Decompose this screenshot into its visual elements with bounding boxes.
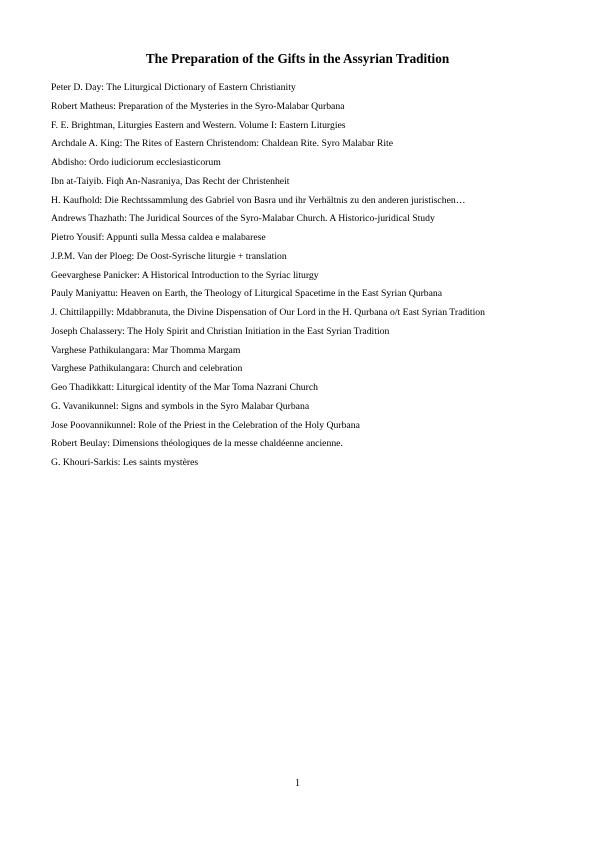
- reference-item: J. Chittilappilly: Mdabbranuta, the Divine Dispensation of Our Lord in the H. Qurbana o/t East Syrian Tradition: [51, 307, 485, 318]
- reference-item: G. Vavanikunnel: Signs and symbols in the Syro Malabar Qurbana: [51, 400, 310, 412]
- reference-item: J.P.M. Van der Ploeg: De Oost-Syrische liturgie + translation: [51, 250, 287, 262]
- reference-item: Robert Matheus: Preparation of the Mysteries in the Syro-Malabar Qurbana: [51, 100, 345, 112]
- reference-item: Joseph Chalassery: The Holy Spirit and Christian Initiation in the East Syrian Tradition: [51, 325, 390, 337]
- reference-item: Jose Poovannikunnel: Role of the Priest in the Celebration of the Holy Qurbana: [51, 419, 360, 431]
- reference-item: Pauly Maniyattu: Heaven on Earth, the Theology of Liturgical Spacetime in the East Syrian Qurbana: [51, 288, 443, 300]
- reference-item: Geevarghese Panicker: A Historical Introduction to the Syriac liturgy: [51, 269, 319, 281]
- reference-item: Abdisho: Ordo iudiciorum ecclesiasticorum: [51, 157, 221, 168]
- reference-item: Archdale A. King: The Rites of Eastern Christendom: Chaldean Rite. Syro Malabar Rite: [51, 138, 394, 150]
- reference-item: Ibn at-Taiyib. Fiqh An-Nasraniya, Das Recht der Christenheit: [51, 175, 290, 187]
- reference-list: [51, 79, 571, 473]
- reference-item: F. E. Brightman, Liturgies Eastern and Western. Volume I: Eastern Liturgies: [51, 119, 346, 131]
- reference-item: H. Kaufhold: Die Rechtssammlung des Gabriel von Basra und ihr Verhältnis zu den anderen juristischen…: [51, 194, 466, 206]
- reference-item: Peter D. Day: The Liturgical Dictionary of Eastern Christianity: [51, 82, 296, 93]
- reference-item: Varghese Pathikulangara: Church and celebration: [51, 363, 243, 375]
- reference-item: Geo Thadikkatt: Liturgical identity of the Mar Toma Nazrani Church: [51, 382, 319, 393]
- page-number: 1: [295, 778, 300, 789]
- reference-item: Varghese Pathikulangara: Mar Thomma Margam: [51, 344, 241, 356]
- reference-item: Andrews Thazhath: The Juridical Sources of the Syro-Malabar Church. A Historico-juridical Study: [51, 213, 435, 225]
- reference-item: Pietro Yousif: Appunti sulla Messa caldea e malabarese: [51, 232, 266, 243]
- document-title: The Preparation of the Gifts in the Assyrian Tradition: [145, 51, 450, 66]
- reference-item: G. Khouri-Sarkis: Les saints mystères: [51, 457, 199, 468]
- reference-item: Robert Beulay: Dimensions théologiques de la messe chaldéenne ancienne.: [51, 438, 343, 450]
